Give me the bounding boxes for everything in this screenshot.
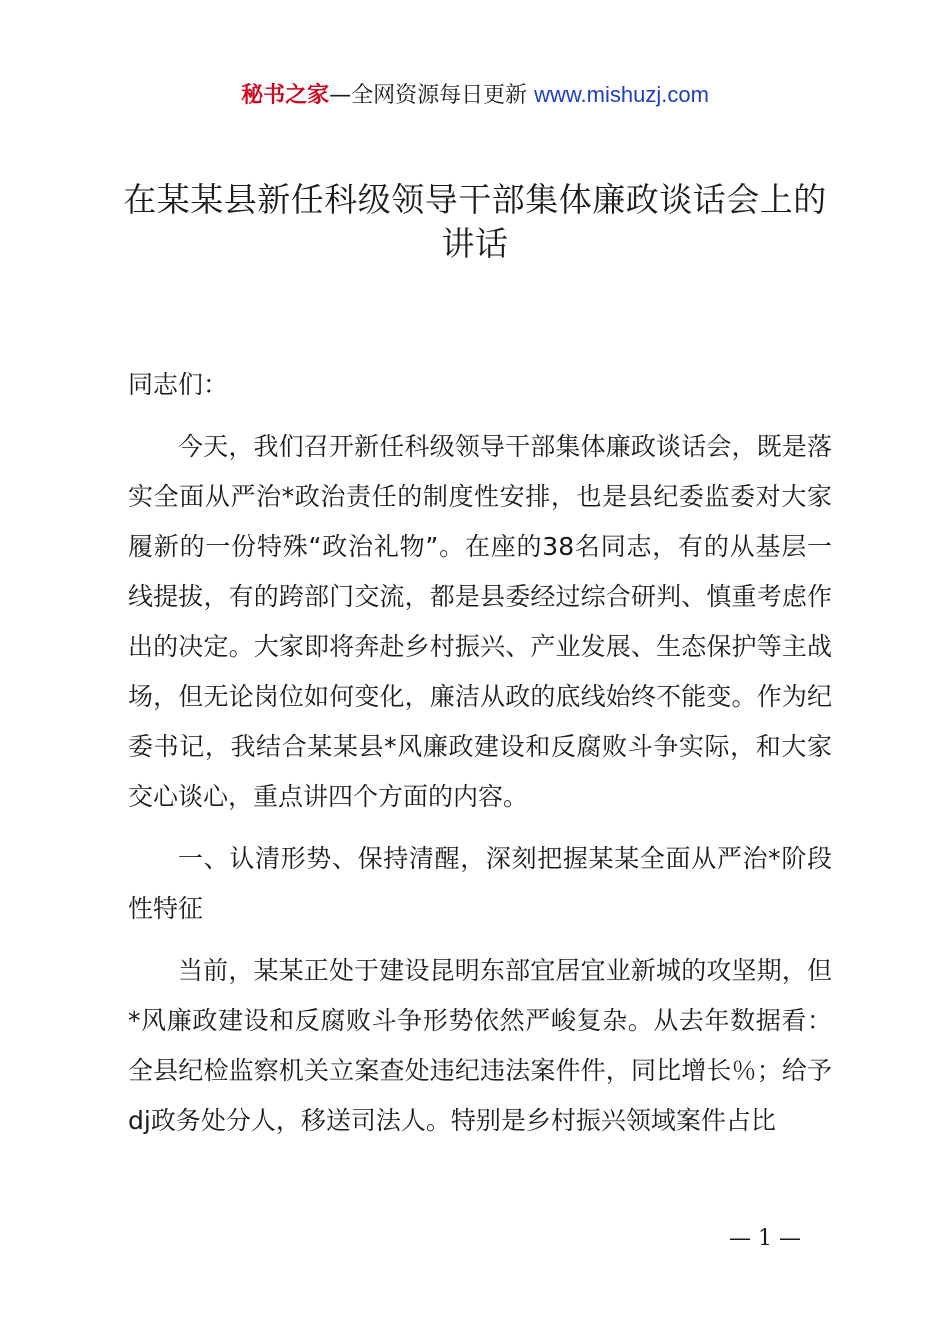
section-heading-1: 一、认清形势、保持清醒，深刻把握某某全面从严治*阶段性特征 [128, 844, 832, 923]
document-body [128, 360, 832, 1158]
paragraph-section-1: 当前，某某正处于建设昆明东部宜居宜业新城的攻坚期，但*风廉政建设和反腐败斗争形势依然严峻复杂。从去年数据看：全县纪检监察机关立案查处违纪违法案件件，同比增长％；给予dj政务处分人，移送司法人。特别是乡村振兴领域案件占比 [128, 956, 832, 1135]
site-header [0, 80, 950, 111]
brand-name: 秘书之家 [241, 83, 330, 108]
page-number: — 1 — [729, 1226, 801, 1251]
document-title: 在某某县新任科级领导干部集体廉政谈话会上的讲话 [123, 180, 827, 263]
salutation: 同志们： [128, 370, 229, 399]
website-link[interactable]: www.mishuzj.com [534, 82, 709, 107]
header-tagline: —全网资源每日更新 [329, 83, 528, 108]
paragraph-intro: 今天，我们召开新任科级领导干部集体廉政谈话会，既是落实全面从严治*政治责任的制度性安排，也是县纪委监委对大家履新的一份特殊“政治礼物”。在座的38名同志，有的从基层一线提拔，有的跨部门交流，都是县委经过综合研判、慎重考虑作出的决定。大家即将奔赴乡村振兴、产业发展、生态保护等主战场，但无论岗位如何变化，廉洁从政的底线始终不能变。作为纪委书记，我结合某某县*风廉政建设和反腐败斗争实际，和大家交心谈心，重点讲四个方面的内容。 [128, 432, 832, 811]
